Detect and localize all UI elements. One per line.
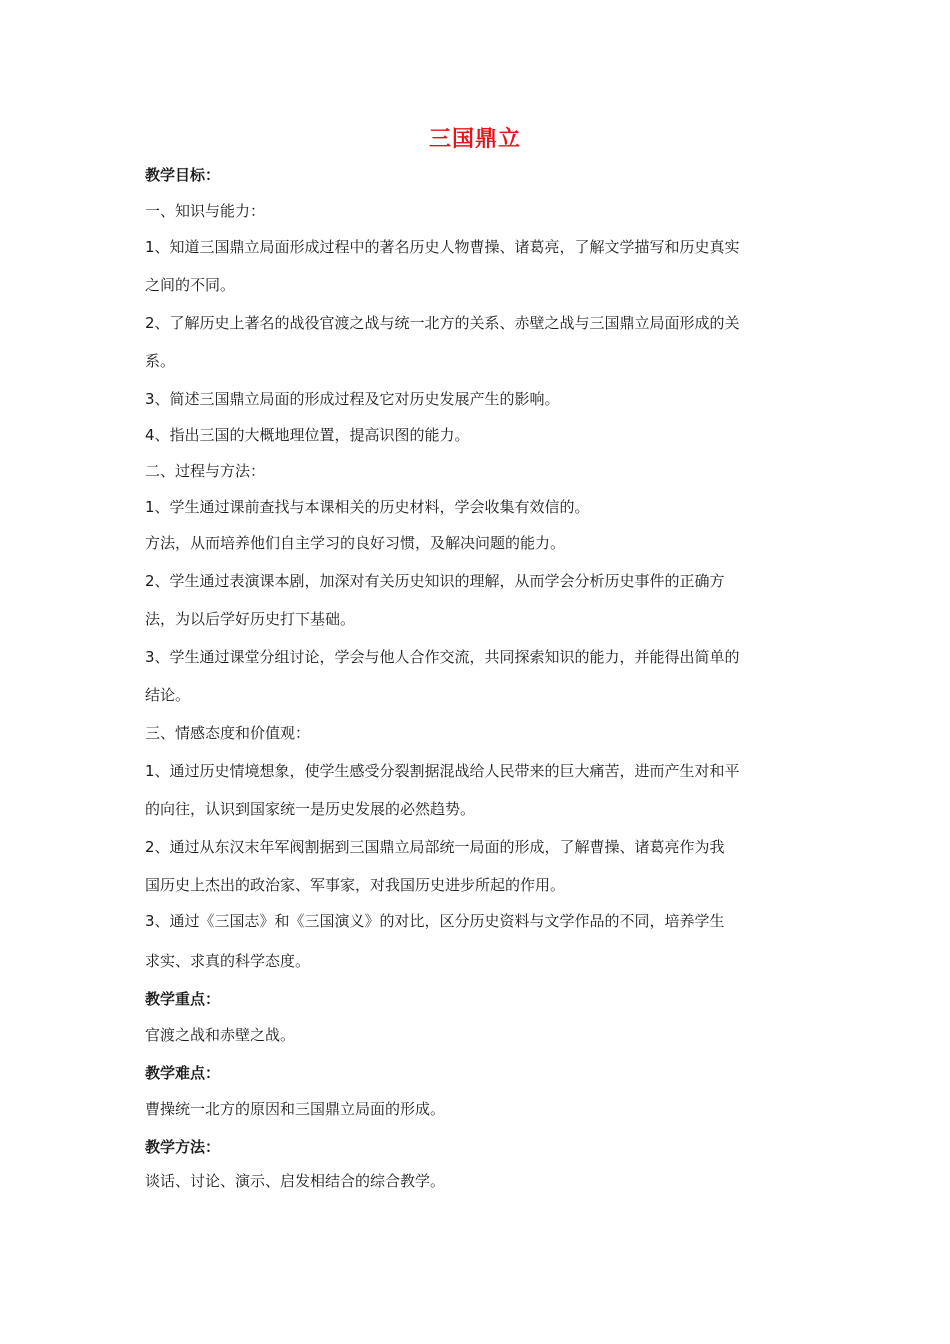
- text-line: 曹操统一北方的原因和三国鼎立局面的形成。: [145, 1100, 446, 1118]
- section-heading: 教学难点：: [145, 1064, 221, 1082]
- section-heading: 教学方法：: [145, 1138, 221, 1156]
- text-line: 系。: [145, 352, 176, 370]
- text-line: 3、学生通过课堂分组讨论，学会与他人合作交流，共同探索知识的能力，并能得出简单的: [145, 648, 740, 666]
- text-line: 三、情感态度和价值观：: [145, 724, 311, 742]
- text-line: 3、简述三国鼎立局面的形成过程及它对历史发展产生的影响。: [145, 390, 560, 408]
- text-line: 2、通过从东汉末年军阀割据到三国鼎立局部统一局面的形成，了解曹操、诸葛亮作为我: [145, 838, 725, 856]
- text-line: 1、通过历史情境想象，使学生感受分裂割据混战给人民带来的巨大痛苦，进而产生对和平: [145, 762, 740, 780]
- text-line: 2、学生通过表演课本剧，加深对有关历史知识的理解，从而学会分析历史事件的正确方: [145, 572, 725, 590]
- section-heading: 教学重点：: [145, 990, 221, 1008]
- text-line: 2、了解历史上著名的战役官渡之战与统一北方的关系、赤壁之战与三国鼎立局面形成的关: [145, 314, 740, 332]
- text-line: 求实、求真的科学态度。: [145, 952, 311, 970]
- text-line: 4、指出三国的大概地理位置，提高识图的能力。: [145, 426, 470, 444]
- text-line: 方法，从而培养他们自主学习的良好习惯，及解决问题的能力。: [145, 534, 566, 552]
- text-line: 二、过程与方法：: [145, 462, 266, 480]
- section-heading: 教学目标：: [145, 166, 221, 184]
- text-line: 的向往，认识到国家统一是历史发展的必然趋势。: [145, 800, 476, 818]
- text-line: 1、知道三国鼎立局面形成过程中的著名历史人物曹操、诸葛亮，了解文学描写和历史真实: [145, 238, 740, 256]
- text-line: 一、知识与能力：: [145, 202, 266, 220]
- text-line: 国历史上杰出的政治家、军事家，对我国历史进步所起的作用。: [145, 876, 566, 894]
- text-line: 结论。: [145, 686, 191, 704]
- text-line: 3、通过《三国志》和《三国演义》的对比，区分历史资料与文学作品的不同，培养学生: [145, 912, 725, 930]
- text-line: 官渡之战和赤壁之战。: [145, 1026, 296, 1044]
- text-line: 法，为以后学好历史打下基础。: [145, 610, 356, 628]
- text-line: 1、学生通过课前查找与本课相关的历史材料，学会收集有效信的。: [145, 498, 590, 516]
- text-line: 谈话、讨论、演示、启发相结合的综合教学。: [145, 1172, 446, 1190]
- page-title: 三国鼎立: [428, 127, 521, 152]
- text-line: 之间的不同。: [145, 276, 236, 294]
